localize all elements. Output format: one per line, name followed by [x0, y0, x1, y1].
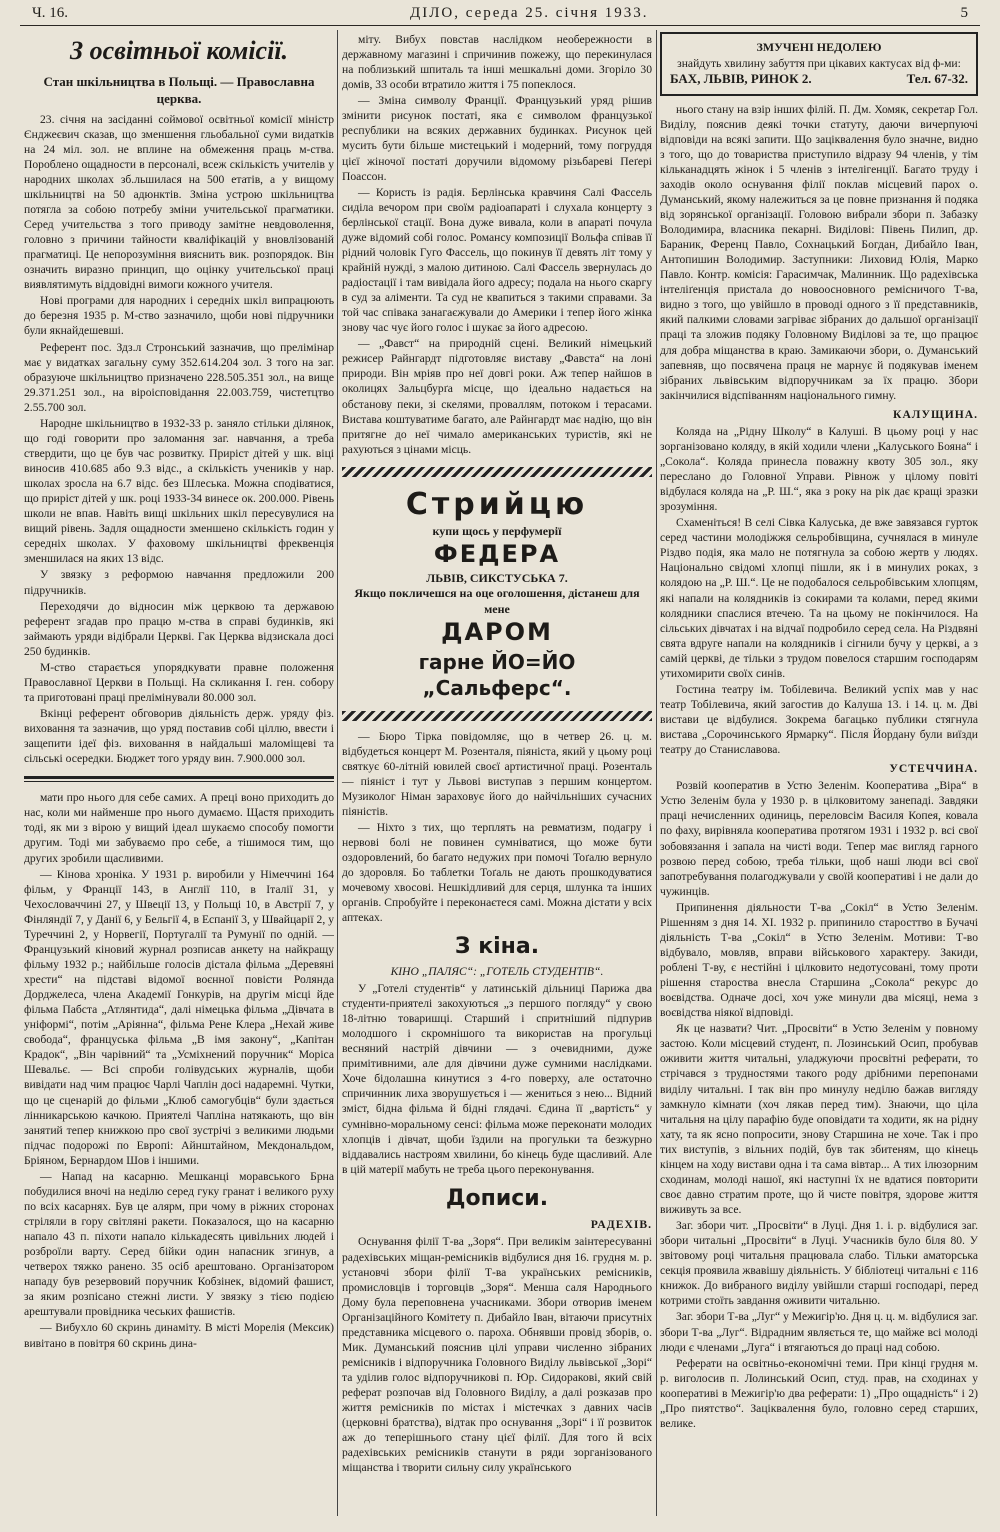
paragraph: Гостина театру ім. Тобілевича. Великий успіх мав у нас театр Тобілевича, який загостив до Калуша 13. і 14. ц. м. Дві вистави це відбулися. Зокрема багацько публики стягнула вистава „Сорочинського Ярмарку“. Після Йордану були виїзди театру до Станиславова.	[660, 682, 978, 757]
paragraph: Заг. збори чит. „Просвіти“ в Луці. Дня 1. і. р. відбулися заг. збори читальні „Просвіти“ в Луці. Учасників було біля 80. У звітовому році читальня працювала слабо. Тільки аматорська секція проявила жвавішу діяльність. У бібліотеці читальні є 116 книжок. До вибраного виділу увійшли старші господарі, перед котрими стоїть завдання оживити читальню.	[660, 1219, 978, 1308]
paragraph: Коляда на „Рідну Школу“ в Калуші. В цьому році у нас зорганізовано коляду, в якій ходили члени „Калуського Бояна“ і „Сокола“. Коляда принесла поважну квоту 305 зол., яку переслано до Головної Управи. Рівнож у цілому повіті відбулася коляда на „Р. Ш.“, яка з року на рік дає кращі зразки зрозуміння.	[660, 424, 978, 514]
paragraph: — Користь із радія. Берлінська кравчиня Салі Фассель сиділа вечором при своїм радіоапараті і слухала концерту з берлінської стації. Вона дуже вивала, коли в апараті почула дуже відомий собі голос. Романсу композиції Вольфа співав її рідний чоловік Гуго Фассель, що покинув її девять літ тому у крайній нужді, з малою дитиною. Салі Фассель звернулась до радіостації і там вивідала його адресу; подала на нього скаргу в суд за аліменти. Та суд не квапиться з такими справами. За той час співака занагаєжували до Америки і тепер його жінка знову час чує його голос і шукає за його адресою.	[342, 185, 652, 335]
paragraph: — Зміна символу Франції. Французький уряд рішив змінити рисунок постаті, яка є символом французької республики на всяких державних будинках. Рисунок цей мусить бути більше мистецький і модерний, тому погруддя цієї жіночої постаті доручили відомому різьбареві Пеґері Поассон.	[342, 94, 652, 183]
paragraph: М-ство старається упорядкувати правне положення Православної Церкви в Польщі. На скликання І. ген. собору та приготовані праці прелімінували 80.000 зол.	[24, 660, 334, 704]
place-heading: РАДЕХІВ.	[590, 1218, 652, 1232]
paragraph: Вкінці референт обговорив діяльність держ. уряду фіз. виховання та зазначив, що уряд поставив собі ціллю, ввести і защепити ідеї фіз. виховання в найдальші маломіщеві та сільські осередки. Бюджет того уряду вин. 7.900.000 зол.	[24, 707, 334, 766]
paragraph: міту. Вибух повстав наслідком необережности в державному магазині і спричинив пожежу, що перекинулася на поблизький шпиталь та інші мешкальні доми. Згоріло 30 домів, 33 особи втратило життя і 75 попеклося.	[342, 33, 652, 92]
column-3	[660, 32, 978, 1432]
ad-address: ЛЬВІВ, СИКСТУСЬКА 7.	[426, 570, 568, 585]
paragraph: Реферати на освітньо-економічні теми. При кінці грудня м. р. виголосив п. Лолинський Осип, студ. прав, на сходинах у кооперативі в Межигір'ю два реферати: 1) „Про ощадність“ і 2) „Про пиятство“. Заціквалення було, головно серед старших, велике.	[660, 1356, 978, 1430]
page-number: 5	[960, 5, 968, 21]
newspaper-title: ДІЛО, середа 25. січня 1933.	[410, 5, 649, 21]
column-1	[24, 32, 334, 1352]
paragraph: — „Фавст“ на природній сцені. Великий німецький режисер Райнгардт підготовляє виставу „Фавста“ на лоні природи. Він мріяв про неї довгі роки. Аж тепер найшов в околицях Зальцбурґа місце, що ідеально надається на обстанову пеки, зі скелями, проваллям, потоком і терасами. Вистава коштуватиме багато, але Райнгардт має надію, що він притягне до неї чимало американських туристів, які не рахуються з цінами місць.	[342, 337, 652, 456]
ad-text: купи щось у перфумерії	[432, 523, 562, 538]
ad-text: Якщо покличешся на оце оголошення, дістанеш для мене	[354, 586, 640, 616]
paragraph: Переходячи до відносин між церквою та державою референт згадав про працю м-ства в справі будинків, які займають уряди відібрали Церкві. Гак Церква відзискала досі 250 будинків.	[24, 599, 334, 658]
paragraph: — Бюро Тірка повідомляє, що в четвер 26. ц. м. відбудеться концерт М. Розенталя, піяніста, який у цьому році святкує 60-літній ювилей своєї артистичної праці. Розенталь — піяніст і тут у Львові виступав з першим концертом. Музиколог Німан зараховує його до найчільніших сучасних піяністів.	[342, 729, 652, 818]
paragraph: Припинення діяльности Т-ва „Сокіл“ в Устю Зеленім. Рішенням з дня 14. XI. 1932 р. припинило старосттво в Бучачі діяльність Т-ва „Сокіл“ в Устю Зеленім. Мотиви: Т-во відбувало, мовляв, вправи військового характеру. Закиди, роблені Т-ву, є нестійні і цілковито недотусовані, тому проти рішення староства внесла Старшина „Сокола“ рекурс до воєвідства. Одначе досі, хоч уже минули два місяці, нема з воєвідства ніякої відповіді.	[660, 900, 978, 1020]
section-rule	[24, 776, 334, 779]
place-heading: УСТЕЧЧИНА.	[889, 762, 978, 776]
paragraph: — Ніхто з тих, що терплять на ревматизм, подагру і нервові болі не повинен сумніватися, що може бути оздоровлений, бо багато недужих при помочі Тоґалю вернуло до здоровля. Бо таблетки Тоґаль не дають прошкодуватися мочевому хвосові. Нешкідливий для серця, шлунка та інших органів. Спробуйте і переконаєтеся самі. Можна дістати у всіх аптеках.	[342, 820, 652, 925]
masthead	[20, 2, 980, 26]
ad-headline: Стрийцю	[405, 486, 589, 522]
paragraph: мати про нього для себе самих. А преці воно приходить до нас, коли ми найменше про нього думаємо. Щастя приходить тоді, як ми з вірою у вищий ідеал шукаємо способу помогти другим. Тоді ми забуваємо про себе, а тішимося тим, що других зробили щасливими.	[24, 791, 334, 865]
paragraph: Референт пос. Здз.л Стронський зазначив, що прелімінар має у видатках загальну суму 352.614.204 зол. З того на заг. образуюче шкільництво призначено 228.505.351 зол., на вище 29.371.251 зол., на віроісповідання 22.003.759, чистетцтво 2.55.700 зол.	[24, 340, 334, 414]
column-divider	[656, 30, 657, 1520]
column-2	[342, 32, 652, 1476]
ad-headline: ДАРОМ	[441, 618, 553, 647]
ad-text: знайдуть хвилину забуття при цікавих кактусах від ф-ми:	[677, 56, 961, 70]
paragraph: Як це назвати? Чит. „Просвіти“ в Устю Зеленім у повному застою. Коли місцевий студент, п. Лозинський Осип, пробував оживити життя читальні, уладжуючи просвітні реферати, то стрічався з трудностями такого роду дрібними перепонами виділу читальні. І так він про минулу неділю бажав вигляду замкнуло кімнати (хоч лякав перед тим). Знаючи, що ціла читальня на цілу парафію буде оповідати та ходити, як на рідну хату, та як ясно попросити, знову Старшина не хоче. Так і про тих виступів, з вільних подій, був так збитеням, що кінець кінцем на ходу вистави одна і та сама вівтар... А тих ілюзорним сходинам, молоді нашої, які наступні їх не вдатися повторити своє давно стратим проте, що й чисте повітря, здорове життя виживуть за все.	[660, 1022, 978, 1217]
decorative-rule	[342, 467, 652, 477]
advertisement-bach	[660, 32, 978, 96]
paragraph: Заг. збори Т-ва „Луг“ у Межигір'ю. Дня ц. ц. м. відбулися заг. збори Т-ва „Луг“. Відрадним являється те, що майже всі молоді люди є членами „Луга“ і втягаються до праці над собою.	[660, 1310, 978, 1354]
paragraph: Розвій кооператив в Устю Зеленім. Кооператива „Віра“ в Устю Зеленім була у 1930 р. в цілковитому занепаді. Завдяки праці нечисленних одиниць, переловсім Василя Копея, ковала по фаху, вирівняла кооператива протягом 1931 і 1932 р. всі свої зобовязання і запала на чисті води. Тепер має вигляд гарного розвою перед собою, треба тільки, щоб наші люди всі свої запотребування полагоджували у своїй кооперативі і не дали до чужинців.	[660, 779, 978, 898]
paragraph: — Вибухло 60 скринь динаміту. В місті Морелія (Мексик) вивітано в повітря 60 скринь дина-	[24, 1321, 334, 1350]
ad-contact	[670, 71, 968, 88]
paragraph: Нові програми для народних і середніх шкіл випрацюють до березня 1935 р. М-ство зазначило, щоби нові підручники були якнайдешевші.	[24, 294, 334, 338]
ad-address: БАХ, ЛЬВІВ, РИНОК 2.	[670, 70, 812, 86]
ad-brand: ФЕДЕРА	[433, 540, 561, 569]
paragraph: Оснування філії Т-ва „Зоря“. При великім заінтересуванні радехівських міщан-ремісників відбулися дня 16. грудня м. р. установчі збори філії Т-ва українських ремісників, промисловців і торговців „Зоря“. Менша саля Народнього Дому була переповнена учасниками. Збори отворив іменем Організаційного Комітету п. Дибайло Іван, вітаючи присутніх представника місцевого о. пароха. Обнявши провід зборів, о. Мик. Думанський пояснив цілі управи численно зібраних ремісників і відпоручника Головного Виділу львівської „Зорі“ та уділив голос відпоручникові п. Юр. Сидоракові, який свій реферат розпочав від Головного Виділу, а далі розказав про життя ремісників по містах і містечках з давних часів (церковні братства), відтак про оснування „Зорі“ і її розвиток аж до теперішнього стану цієї філії. Для того й всіх радехівських ремісників станути в ряди зорганізованого міщанства і творити сильну силу українського	[342, 1235, 652, 1475]
column-divider	[337, 30, 338, 1520]
paragraph: 23. січня на засіданні соймової освітньої комісії міністр Єнджеєвич сказав, що зменшення гльобальної суми видатків на 24 міл. зол. не вплине на обмеження праць м-ства. Пороблено ощадности в персоналі, всеж скількість учителів у народних школах зб.льшилася на 500 етатів, а у вищому шкільництві на 50 адюнктів. Зміна устрою шкільництва потягла за собою потребу зміни учительської прагматики. Серед учительства з того приводу замітне невдоволення, головно з причини тайности кваліфікацій у вновлізованій прагматиці. Це непорозуміння вияснить вик. розпорядок. Він означить виразно принцип, що оцінку учительської праці виявлятимуть віддовідні вимоги кожного учителя.	[24, 112, 334, 292]
section-heading: З кіна.	[454, 934, 540, 960]
ad-product: гарне ЙО=ЙО „Сальферс“.	[418, 649, 576, 700]
page-bottom-edge	[0, 1516, 1000, 1532]
paragraph: У „Готелі студентів“ у латинській дільниці Парижа два студенти-приятелі закохуються „з першого погляду“ у свою 18-літню товаришці. Старший і спритніший підпурив молодшого і скромнішого та використав на прогульці весняний настрій дівчини — з очевидними, дуже примітивними, але для дівчини дуже сумними наслідками. Хоче бідолашна кинутися з 4-го поверху, але остаточно спричинник лиха зворушується і — жениться з нею... Відний зміст, бідна фільма й бідні глядачі. Єдина її „вартість“ у сумнівно-моральному сенсі: фільма може переконати молодих хлопців і дівчат, щоби їздили на прогульки та безжурно віддавались настроям хвилини, бо кінець буде щасливий. Але в цій матерії мабуть не треба цього переконування.	[342, 981, 652, 1176]
paragraph: — Напад на касарню. Мешканці моравського Брна побудилися вночі на неділю серед гуку гранат і великого руху по всіх касарнях. Був це алярм, при чому в ріжних сторонах стріляли в гору світляні ракети. Показалося, що на касарню напало 43 п. піхоти напало кількадесять цивільних людей і розброїли варту. Серед бійки один напасник згинув, а четверох тяжко ранено. 35 осіб арештовано. Організатором нападу був резервовий поручник Кобзінек, відомий фашист, за яким розпісано стежні листи. У звязку з тією подією арештували провідника чеських фашистів.	[24, 1169, 334, 1319]
article-heading: З освітньої комісії.	[69, 36, 289, 65]
section-rule	[24, 781, 334, 782]
paragraph: Схаменіться! В селі Сівка Калуська, де вже завязався гурток серед частини молодіжжя сельробівщина, сучнялася в минуле Різдво подія, яка мало не потягнула за собою жертв у людях. Національно свідомі хлопці пішли, як і в минулих роках, з колядою на „Р. Ш.“. Це не подобалося сельробівським хлопцям, які напали на колядників із сокирами та колами, перед якими колядники спаслися втечею. Та на цьому не покінчилося. На сільських дівчатах і на відчаї подробило серед села. На Різдвяні свята вдруге напали на колядників і сігнили бучу у церкві, а з самій церкві, де тільки з трудом повелося старшим господарям утихомирити своїх синів.	[660, 516, 978, 680]
article-subheading: Стан шкільництва в Польщі. — Православна церква.	[43, 73, 315, 106]
ad-phone: Тел. 67-32.	[906, 70, 968, 86]
paragraph: У звязку з реформою навчання предложили 200 підручників.	[24, 568, 334, 597]
advertisement-feder	[342, 485, 652, 701]
decorative-rule	[342, 711, 652, 721]
page-label: Ч. 16.	[32, 5, 68, 21]
paragraph: Народне шкільництво в 1932-33 р. заняло стільки ділянок, що годі говорити про заломання заг. навчання, а треба ствердити, що це був час розвитку. Приріст дітей у шк. віці виносив 410.685 або 9.3 відс., а скількість учеників у нар. школах зросла на 6.7 відс. без Шлеська. Можна сподіватися, що приріст дітей у шк. році 1933-34 винесе ок. 200.000. Рівень школи не впав. Навіть вищі шкільних шкіл пересувулися на вищий рівень. Задля ощадности зменшено скількість годин у середніх школах. У фаховому шкільництві фреквенція зменшилася на яких 13 відс.	[24, 416, 334, 566]
section-heading: Дописи.	[445, 1185, 549, 1211]
ad-headline: ЗМУЧЕНІ НЕДОЛЕЮ	[756, 40, 882, 54]
section-subheading: КІНО „ПАЛЯС“: „ГОТЕЛЬ СТУДЕНТІВ“.	[390, 964, 604, 978]
place-heading: КАЛУЩИНА.	[893, 407, 978, 421]
paragraph: — Кінова хроніка. У 1931 р. виробили у Німеччині 164 фільм, у Франції 143, в Англії 110, в Італії 31, у Чехословаччині 27, у Швеції 13, у Польщі 10, в Австрії 7, у Фінляндії 7, у Данії 6, у Бельгії 4, в Еспанії 3, у Швайцарії 2, у Туреччині 2, у Норвегії, Португалії та Румунії по одній. — Французький кіновий журнал розписав анкету на найкращу фільму 1932 р.; найбільше голосів дістала фільма „Деревяні хрести“ на підставі відомої воєнної повісти Ролянда Дорджелеса, члена Академії Гонкурів, на другім місці йде фільма Пабста „Атлянтида“, далі німецька фільма „Дівчата в уніформі“, потім „Аріянна“, фільма Рене Клера „Нехай живе свобода“, француська фільма „В імя закону“, „Капітан Крадок“, „Він чарівний“ та „Усміхнений поручник“ Моріса Шевальє. — Всі спроби голівудських журналів, щоби вивідати над чим працює Чарлі Чаплін досі надаремні. Чутки, що це сценарій до фільми „Клюб самогубців“ були здається лінникарською качкою. Приятелі Чапліна натякають, що він занятий тепер книжкою про свої зустрічі з великими людьми підчас подорожі по Европі: Айнштайном, Мекдональдом, Бріяном, Бернардом Шов і іншими.	[24, 867, 334, 1167]
paragraph: нього стану на взір інших філій. П. Дм. Хомяк, секретар Гол. Виділу, пояснив деякі точки статуту, даючи вичерпуючі відповіди на всякі запити. Що заціквалення було значне, видно з того, що до товариства приступило відразу 94 членів, у тім кільканадцять жінок і 5 членів з інтелігенції. Багато труду і заходів около оснування філії поклав місцевий парох о. Думанський, якому належиться за це повне признання й подяка від зорянської організації. Головою вибрали збори п. Забазку Володимира, власника пекарні. Виділові: Півень Пилип, др. Бараник, Ференц Павло, Сохнацький Богдан, Дибайло Іван, Антопишин Володимир. Заступники: Лиховид Юлія, Марко Павло. Контр. комісія: Гарасимчак, Малинник. Що радехівська інтеліґенція пристала до новоосновного ремісничого Т-ва, видно з того, що увійшло в проводі одного з її представників, який палкими словами загріває зібраних до дальшої організації праці та зложив подяку Головному Виділові за те, що працює для добра міщанства в краю. Замикаючи збори, о. Думанський запевняв, що посвячена праця не марнує й подякував іменем зібраних львівським відпоручникам за їх працю. Збори закінчилися відспіванням національного гимну.	[660, 102, 978, 402]
